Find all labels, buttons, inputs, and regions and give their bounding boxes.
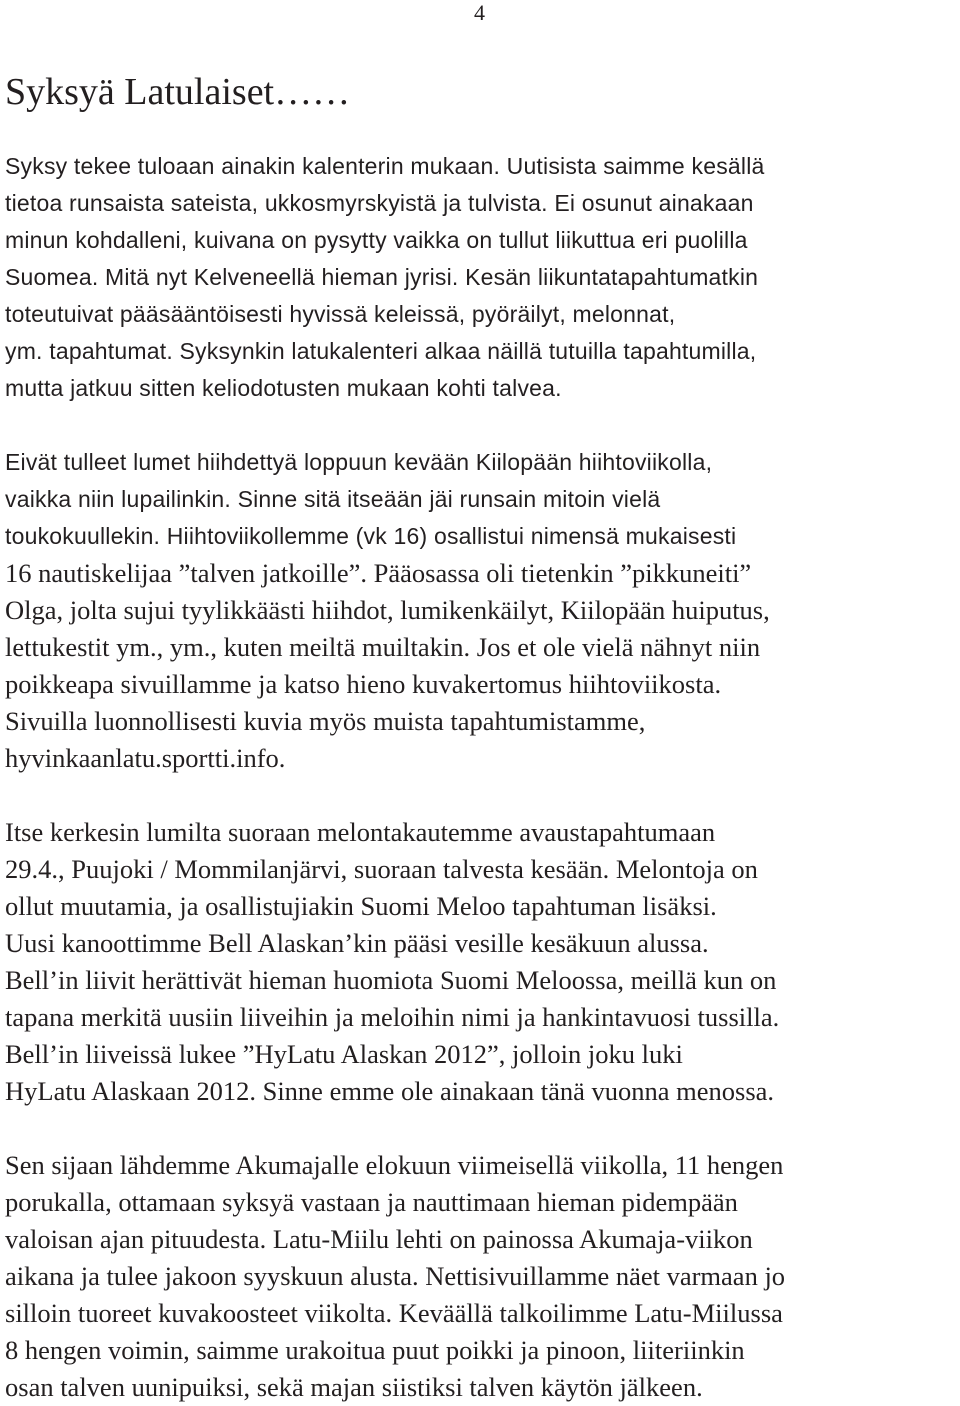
text-line: ollut muutamia, ja osallistujiakin Suomi Meloo tapahtuman lisäksi. xyxy=(5,891,717,921)
text-line: silloin tuoreet kuvakoosteet viikolta. Keväällä talkoilimme Latu-Miilussa xyxy=(5,1298,783,1328)
page-number: 4 xyxy=(474,0,485,25)
paragraph-spacer xyxy=(5,407,955,444)
text-line: HyLatu Alaskaan 2012. Sinne emme ole ainakaan tänä vuonna menossa. xyxy=(5,1076,775,1106)
text-line: valoisan ajan pituudesta. Latu-Miilu lehti on painossa Akumaja-viikon xyxy=(5,1224,753,1254)
text-line: lettukestit ym., ym., kuten meiltä muiltakin. Jos et ole vielä nähnyt niin xyxy=(5,632,761,662)
text-line: 16 nautiskelijaa ”talven jatkoille”. Pääosassa oli tietenkin ”pikkuneiti” xyxy=(5,558,752,588)
text-line: 29.4., Puujoki / Mommilanjärvi, suoraan talvesta kesään. Melontoja on xyxy=(5,854,758,884)
paragraph xyxy=(5,814,955,1110)
text-line: Uusi kanoottimme Bell Alaskan’kin pääsi vesille kesäkuun alussa. xyxy=(5,928,709,958)
text-line: ym. tapahtumat. Syksynkin latukalenteri alkaa näillä tutuilla tapahtumilla, xyxy=(5,338,757,364)
text-line: Bell’in liiveissä lukee ”HyLatu Alaskan 2012”, jolloin joku luki xyxy=(5,1039,683,1069)
text-line: porukalla, ottamaan syksyä vastaan ja nauttimaan hieman pidempään xyxy=(5,1187,738,1217)
text-line: Bell’in liivit herättivät hieman huomiota Suomi Meloossa, meillä kun on xyxy=(5,965,777,995)
paragraph xyxy=(5,1147,955,1406)
text-line: minun kohdalleni, kuivana on pysytty vaikka on tullut liikuttua eri puolilla xyxy=(5,227,748,253)
text-line: osan talven uunipuiksi, sekä majan siistiksi talven käytön jälkeen. xyxy=(5,1372,703,1402)
text-line: aikana ja tulee jakoon syyskuun alusta. Nettisivuillamme näet varmaan jo xyxy=(5,1261,786,1291)
paragraph-spacer xyxy=(5,1110,955,1147)
text-line: hyvinkaanlatu.sportti.info. xyxy=(5,743,286,773)
text-line: Eivät tulleet lumet hiihdettyä loppuun kevään Kiilopään hiihtoviikolla, xyxy=(5,449,713,475)
text-line: Itse kerkesin lumilta suoraan melontakautemme avaustapahtumaan xyxy=(5,817,716,847)
text-line: 8 hengen voimin, saimme urakoitua puut poikki ja pinoon, liiteriinkin xyxy=(5,1335,745,1365)
text-line: Olga, jolta sujui tyylikkäästi hiihdot, lumikenkäilyt, Kiilopään huiputus, xyxy=(5,595,770,625)
paragraph xyxy=(5,444,955,777)
text-line: Suomea. Mitä nyt Kelveneellä hieman jyrisi. Kesän liikuntatapahtumatkin xyxy=(5,264,759,290)
text-line: mutta jatkuu sitten keliodotusten mukaan kohti talvea. xyxy=(5,375,562,401)
text-line: poikkeapa sivuillamme ja katso hieno kuvakertomus hiihtoviikosta. xyxy=(5,669,722,699)
paragraph xyxy=(5,148,955,407)
text-line: tietoa runsaista sateista, ukkosmyrskyistä ja tulvista. Ei osunut ainakaan xyxy=(5,190,754,216)
text-line: vaikka niin lupailinkin. Sinne sitä itseään jäi runsain mitoin vielä xyxy=(5,486,661,512)
paragraph-spacer xyxy=(5,777,955,814)
article-body xyxy=(5,148,955,1406)
article-title: Syksyä Latulaiset…… xyxy=(5,71,351,113)
text-line: Syksy tekee tuloaan ainakin kalenterin mukaan. Uutisista saimme kesällä xyxy=(5,153,765,179)
text-line: Sivuilla luonnollisesti kuvia myös muista tapahtumistamme, xyxy=(5,706,646,736)
text-line: tapana merkitä uusiin liiveihin ja meloihin nimi ja hankintavuosi tussilla. xyxy=(5,1002,780,1032)
text-line: Sen sijaan lähdemme Akumajalle elokuun viimeisellä viikolla, 11 hengen xyxy=(5,1150,784,1180)
text-line: toteutuivat pääsääntöisesti hyvissä keleissä, pyöräilyt, melonnat, xyxy=(5,301,676,327)
text-line: toukokuullekin. Hiihtoviikollemme (vk 16) osallistui nimensä mukaisesti xyxy=(5,523,737,549)
